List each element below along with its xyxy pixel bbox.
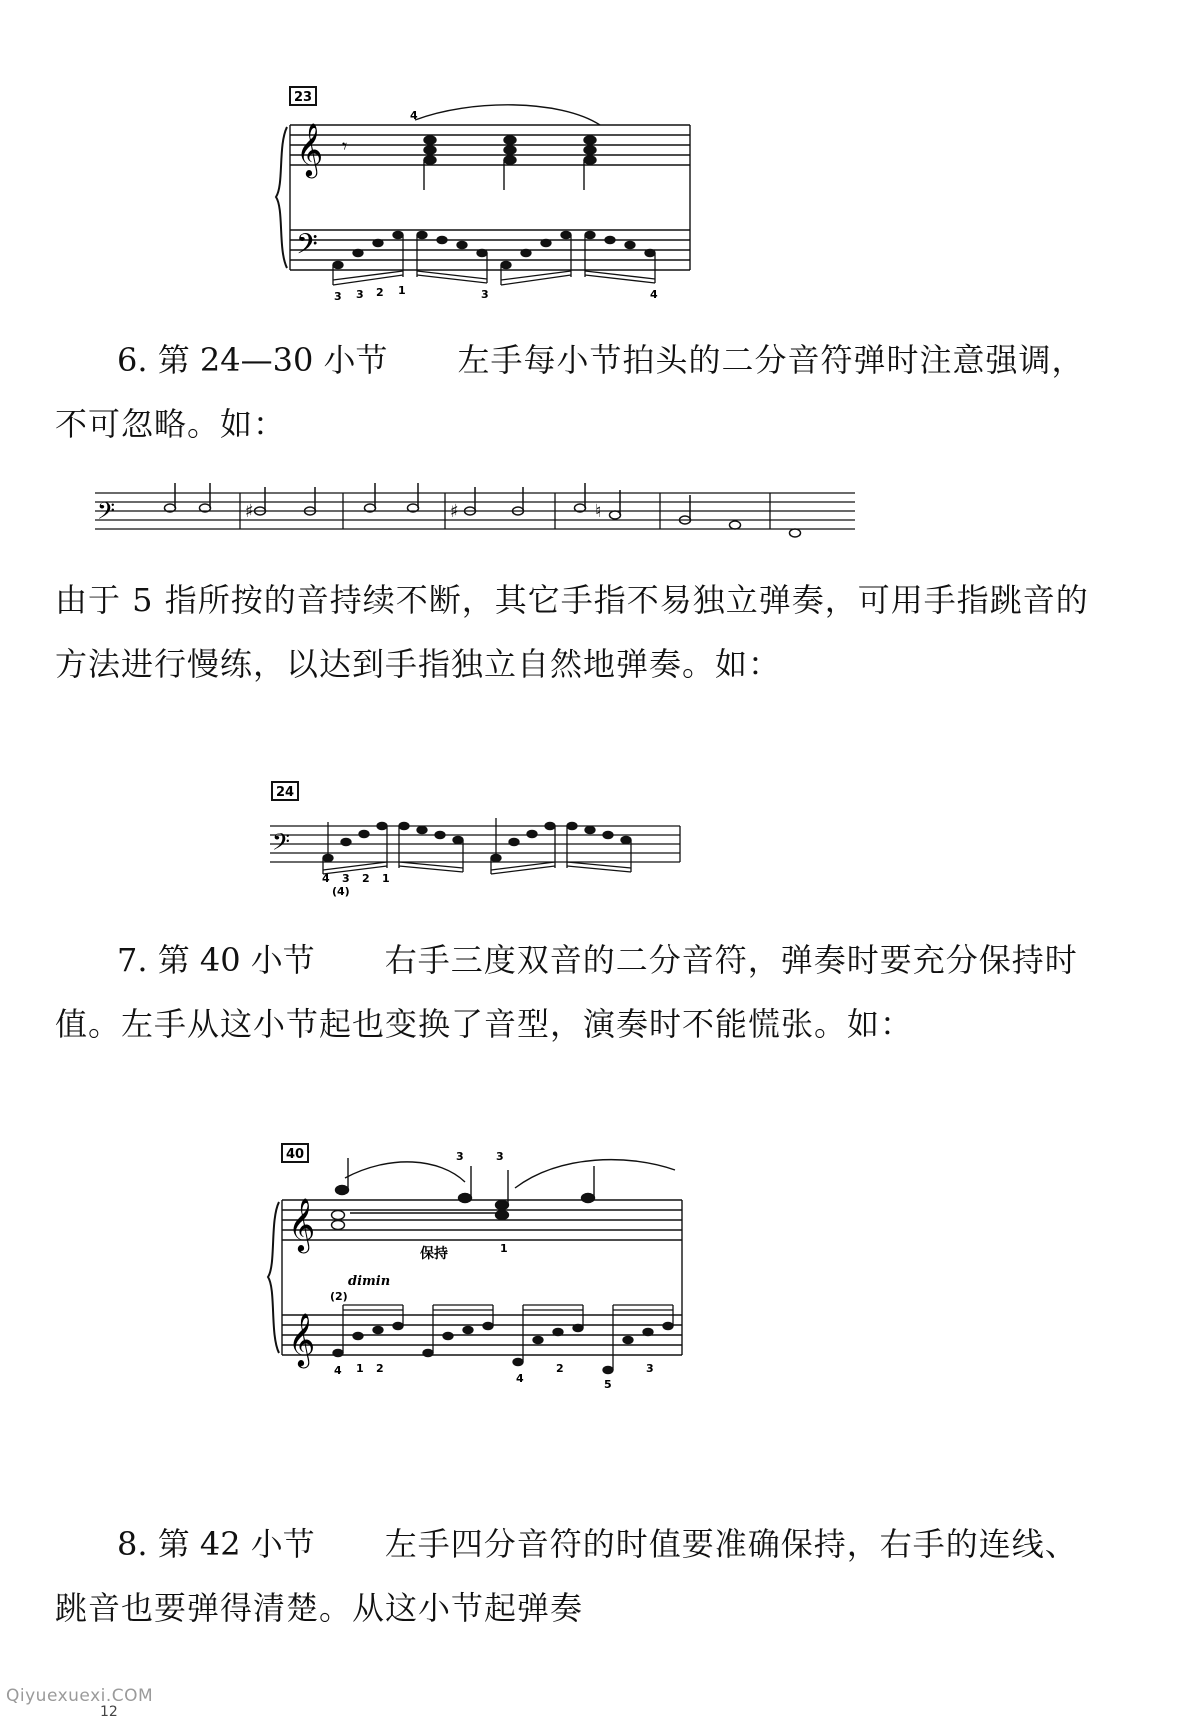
paragraph-section-7: 7. 第 40 小节 右手三度双音的二分音符，弹奏时要充分保持时值。左手从这小节起也变换了音型，演奏时不能慌张。如： [55,941,1078,1043]
svg-text:2: 2 [376,286,384,299]
svg-text:(4): (4) [332,885,350,898]
bass-clef-icon: 𝄢 [97,497,116,530]
bass-clef-icon: 𝄢 [296,228,318,268]
measure-number: 23 [293,90,313,105]
svg-text:3: 3 [334,290,342,303]
bass-clef-icon: 𝄢 [272,828,291,861]
svg-text:2: 2 [376,1362,384,1375]
svg-text:(2): (2) [330,1290,348,1303]
treble-clef-icon: 𝄞 [296,122,324,176]
svg-text:3: 3 [646,1362,654,1375]
measure-number: 24 [275,785,295,800]
svg-text:5: 5 [604,1378,612,1391]
svg-text:♮: ♮ [595,501,602,522]
dynamic-marking: dimin [348,1274,391,1289]
score-example-bass-line [95,475,865,555]
svg-text:3: 3 [481,288,489,301]
svg-text:2: 2 [362,872,370,885]
svg-text:4: 4 [650,288,658,301]
svg-text:2: 2 [556,1362,564,1375]
score-example-measure-40 [270,1140,700,1390]
svg-text:3: 3 [456,1150,464,1163]
score-example-measure-23 [270,85,710,310]
paragraph-finger-practice: 由于 5 指所按的音持续不断，其它手指不易独立弹奏，可用手指跳音的方法进行慢练，以达到手指独立自然地弹奏。如： [55,581,1089,683]
svg-text:♯: ♯ [450,501,459,522]
paragraph-section-8: 8. 第 42 小节 左手四分音符的时值要准确保持，右手的连线、跳音也要弹得清楚。从这小节起弹奏 [55,1525,1078,1627]
svg-text:3: 3 [342,872,350,885]
svg-text:4: 4 [410,109,418,122]
svg-text:1: 1 [382,872,390,885]
score-example-measure-24 [270,778,690,898]
svg-text:𝄾: 𝄾 [342,134,348,158]
paragraph-section-6: 6. 第 24—30 小节 左手每小节拍头的二分音符弹时注意强调，不可忽略。如： [55,341,1085,443]
annotation-hold: 保持 [420,1246,448,1262]
treble-clef-icon: 𝄞 [288,1312,316,1366]
svg-text:1: 1 [356,1362,364,1375]
site-watermark: Qiyuexuexi.COM [6,1686,154,1706]
measure-number: 40 [285,1147,305,1162]
svg-text:3: 3 [496,1150,504,1163]
svg-text:1: 1 [398,284,406,297]
svg-text:♯: ♯ [245,501,254,522]
svg-text:4: 4 [334,1364,342,1377]
svg-text:4: 4 [516,1372,524,1385]
svg-text:3: 3 [356,288,364,301]
treble-clef-icon: 𝄞 [288,1197,316,1251]
svg-text:4: 4 [322,872,330,885]
svg-text:1: 1 [500,1242,508,1255]
page-number: 12 [100,1704,118,1720]
